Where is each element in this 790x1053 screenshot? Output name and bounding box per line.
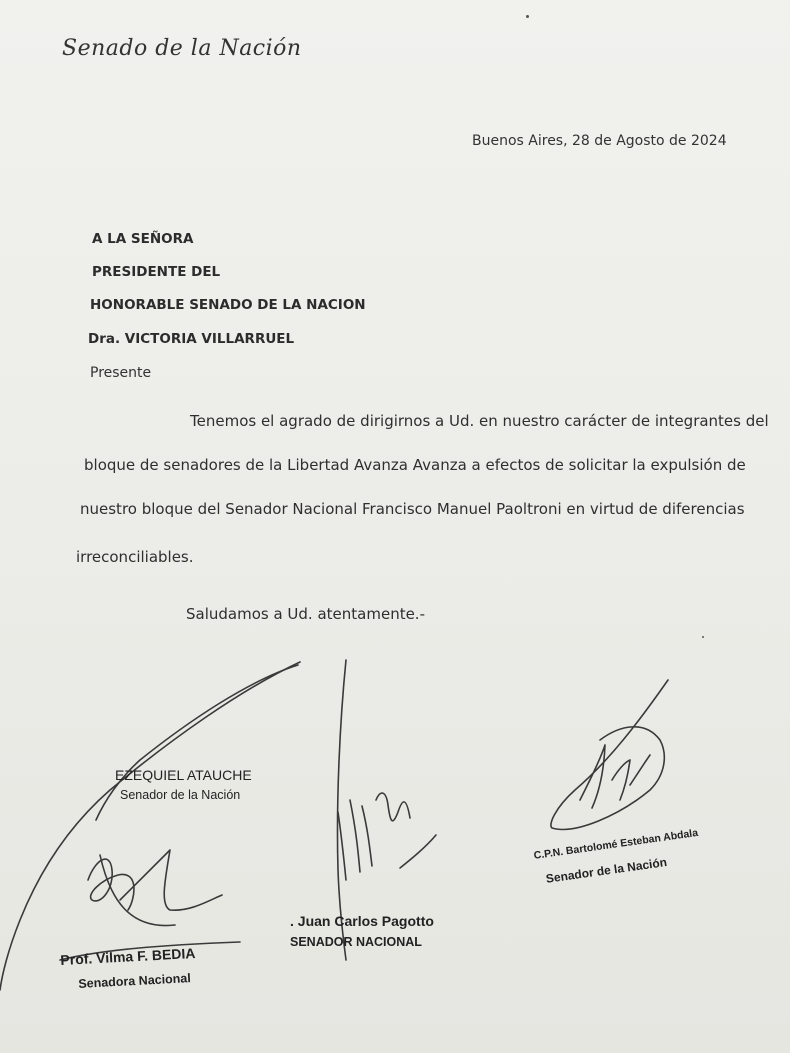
addressee-line-4: Dra. VICTORIA VILLARRUEL	[88, 331, 295, 347]
body-paragraph-line: irreconciliables.	[76, 548, 194, 566]
body-paragraph-line: Tenemos el agrado de dirigirnos a Ud. en nuestro carácter de integrantes del	[190, 412, 769, 430]
paper-speck	[702, 636, 704, 638]
closing-salutation: Saludamos a Ud. atentamente.-	[186, 605, 425, 623]
signatory-title: Senador de la Nación	[545, 855, 668, 886]
signatory-title: Senador de la Nación	[120, 788, 241, 802]
body-paragraph-line: nuestro bloque del Senador Nacional Francisco Manuel Paoltroni en virtud de diferencias	[80, 500, 745, 518]
addressee-line-2: PRESIDENTE DEL	[92, 264, 221, 280]
addressee-line-3: HONORABLE SENADO DE LA NACION	[90, 297, 366, 313]
signatory-name: C.P.N. Bartolomé Esteban Abdala	[533, 826, 699, 862]
letterhead: Senado de la Nación	[62, 36, 302, 61]
letter-date: Buenos Aires, 28 de Agosto de 2024	[472, 133, 727, 149]
signatory-title: SENADOR NACIONAL	[290, 935, 422, 949]
paper-speck	[526, 15, 529, 18]
signatory-name: Prof. Vilma F. BEDIA	[60, 944, 196, 968]
body-paragraph-line: bloque de senadores de la Libertad Avanza Avanza a efectos de solicitar la expulsión de	[84, 456, 746, 474]
signatory-name: EZEQUIEL ATAUCHE	[115, 767, 252, 783]
addressee-line-1: A LA SEÑORA	[92, 231, 194, 247]
signatory-title: Senadora Nacional	[78, 971, 192, 991]
presente-label: Presente	[90, 365, 152, 381]
signatory-name: . Juan Carlos Pagotto	[290, 913, 434, 929]
